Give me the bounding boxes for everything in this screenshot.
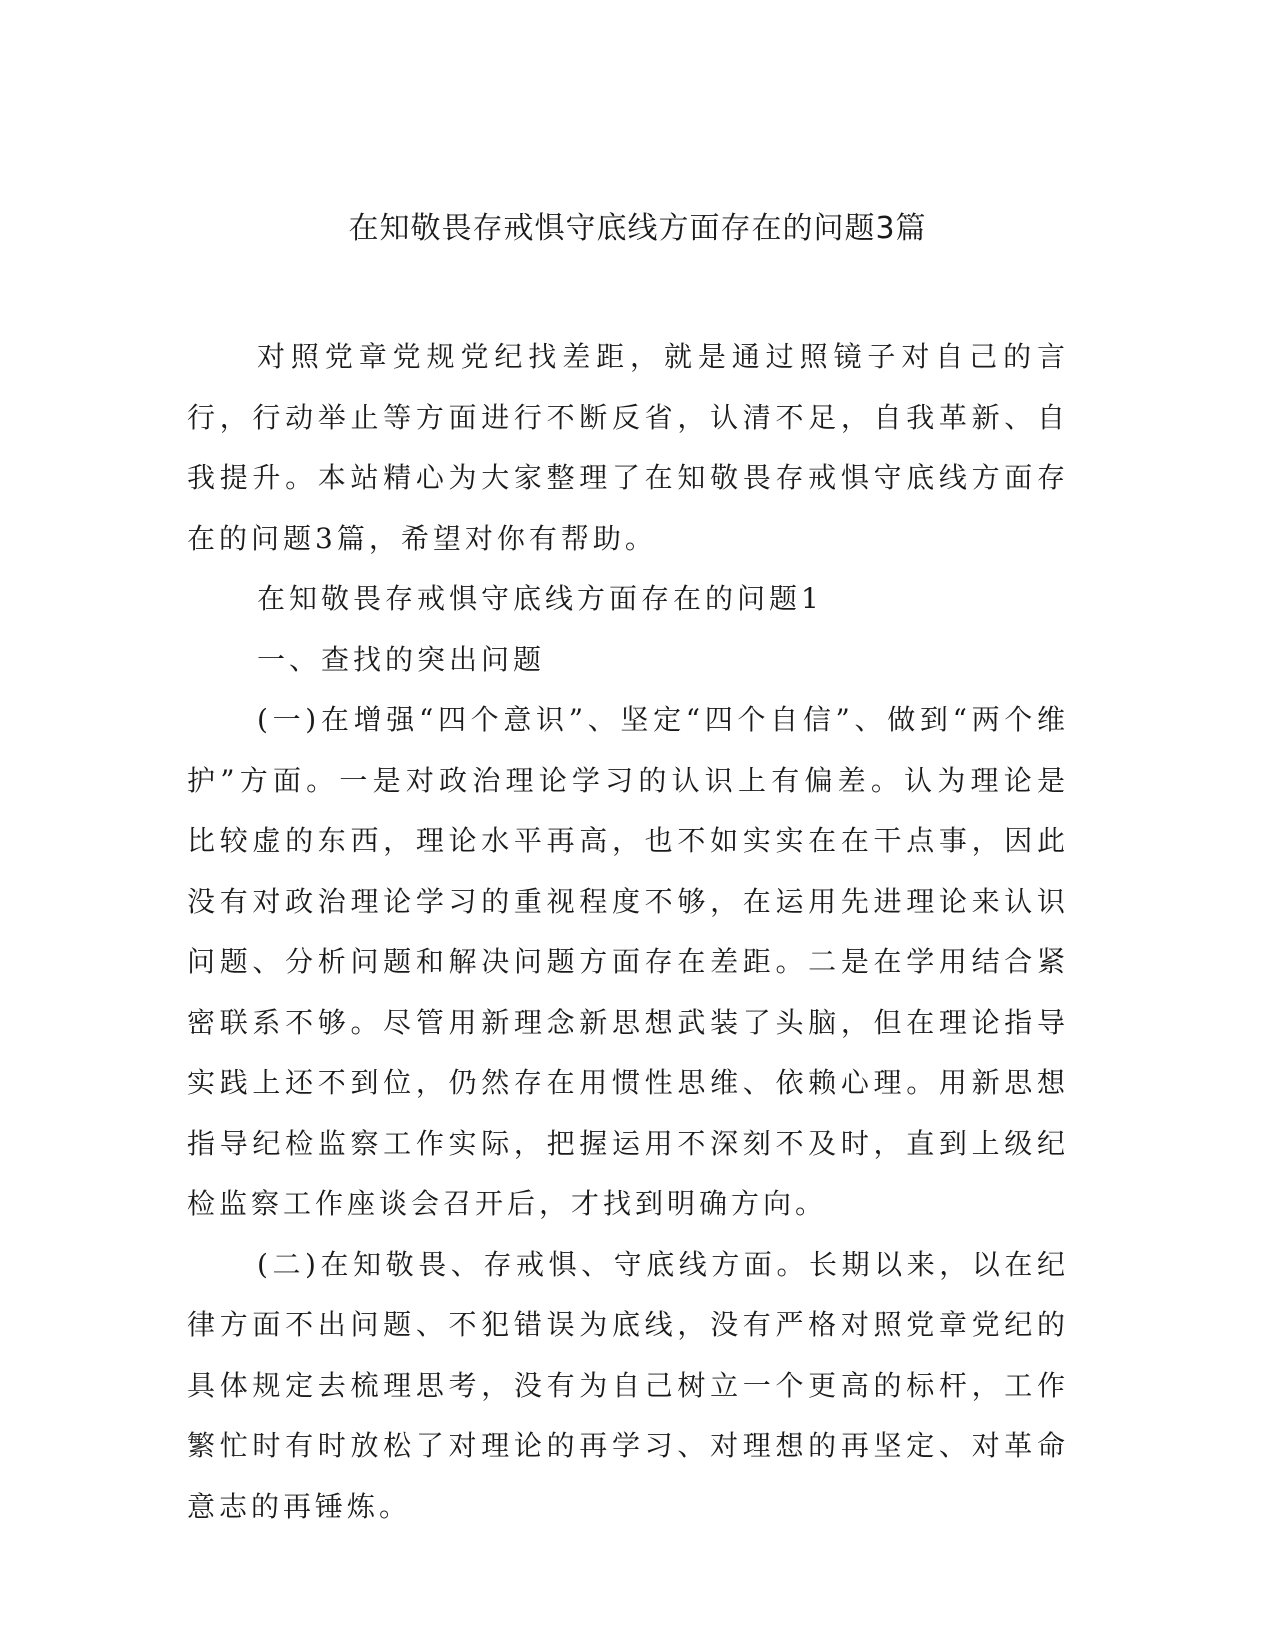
document-body: [187, 327, 1069, 1537]
subsection-heading: 一、查找的突出问题: [257, 642, 546, 676]
document-title: 在知敬畏存戒惧守底线方面存在的问题3篇: [348, 211, 927, 246]
body-paragraph: (二)在知敬畏、存戒惧、守底线方面。长期以来，以在纪律方面不出问题、不犯错误为底线，没有严格对照党章党纪的具体规定去梳理思考，没有为自己树立一个更高的标杆，工作繁忙时有时放松了对理论的再学习、对理想的再坚定、对革命意志的再锤炼。: [187, 1247, 1069, 1523]
body-paragraph: (一)在增强“四个意识”、坚定“四个自信”、做到“两个维护”方面。一是对政治理论学习的认识上有偏差。认为理论是比较虚的东西，理论水平再高，也不如实实在在干点事，因此没有对政治理论学习的重视程度不够，在运用先进理论来认识问题、分析问题和解决问题方面存在差距。二是在学用结合紧密联系不够。尽管用新理念新思想武装了头脑，但在理论指导实践上还不到位，仍然存在用惯性思维、依赖心理。用新思想指导纪检监察工作实际，把握运用不深刻不及时，直到上级纪检监察工作座谈会召开后，才找到明确方向。: [187, 703, 1069, 1220]
intro-paragraph: 对照党章党规党纪找差距，就是通过照镜子对自己的言行，行动举止等方面进行不断反省，认清不足，自我革新、自我提升。本站精心为大家整理了在知敬畏存戒惧守底线方面存在的问题3篇，希望对你有帮助。: [187, 340, 1069, 555]
section-heading: 在知敬畏存戒惧守底线方面存在的问题1: [257, 582, 823, 615]
